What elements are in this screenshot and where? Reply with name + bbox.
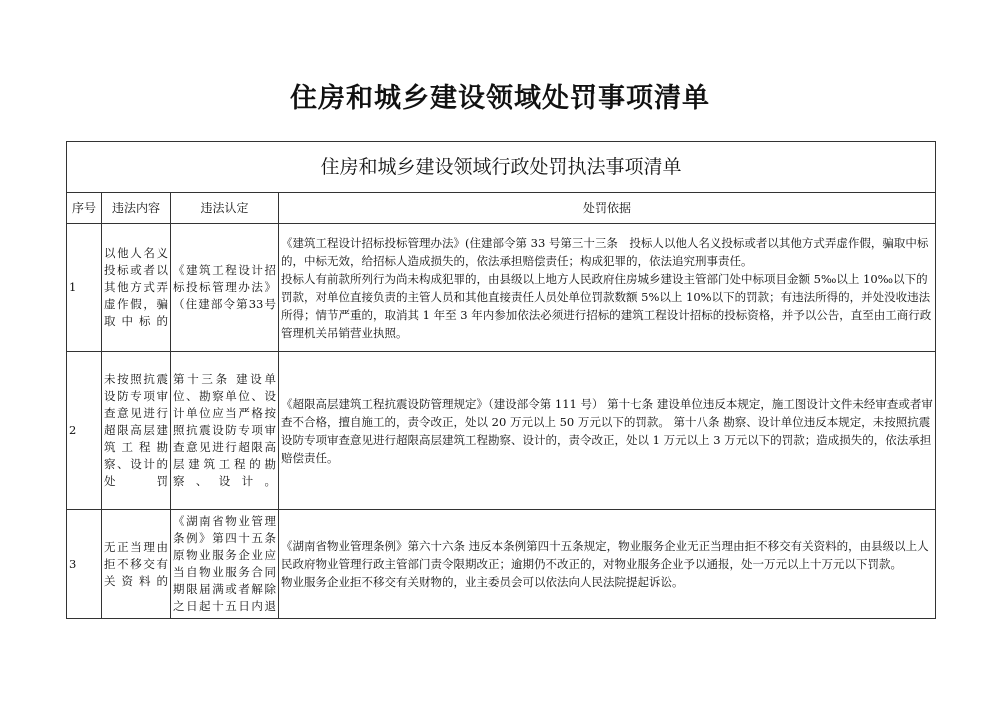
header-finding: 违法认定 (171, 193, 279, 224)
row-basis: 《超限高层建筑工程抗震设防管理规定》（建设部令第 111 号） 第十七条 建设单位违反本规定，施工图设计文件未经审查或者审查不合格，擅自施工的，责令改正，处以 20 万元以上 50 万元以下的罚款。 第十八条 勘察、设计单位违反本规定，未按照抗震设防专项审查意见进行超限高层建筑工程勘察、设计的，责令改正，处以 1 万元以上 3 万元以下的罚款；造成损失的，依法承担赔偿责任。 (279, 352, 936, 510)
row-content: 以他人名义投标或者以其他方式弄虚作假，骗取中标的 (102, 224, 171, 352)
header-no: 序号 (67, 193, 102, 224)
table-caption: 住房和城乡建设领域行政处罚执法事项清单 (67, 142, 936, 193)
table-row (67, 510, 936, 619)
header-content: 违法内容 (102, 193, 171, 224)
penalty-table (66, 141, 936, 619)
table-row (67, 224, 936, 352)
row-basis (279, 224, 936, 352)
row-finding: 第十三条 建设单位、勘察单位、设计单位应当严格按照抗震设防专项审查意见进行超限高层建筑工程的勘察、设计。 (171, 352, 279, 510)
row-no: 1 (67, 224, 102, 352)
document-title: 住房和城乡建设领域处罚事项清单 (290, 83, 710, 114)
basis-paragraph: 投标人有前款所列行为尚未构成犯罪的，由县级以上地方人民政府住房城乡建设主管部门处中标项目金额 5‰以上 10‰以下的罚款，对单位直接负责的主管人员和其他直接责任人员处单位罚款数额 5%以上 10%以下的罚款；有违法所得的，并处没收违法所得；情节严重的，取消其 1 年至 3 年内参加依法必须进行招标的建筑工程设计招标的投标资格，并予以公告，直至由工商行政管理机关吊销营业执照。 (281, 271, 932, 340)
table-caption-row (67, 142, 936, 193)
row-finding: 《湖南省物业管理条例》第四十五条 原物业服务企业应当自物业服务合同期限届满或者解除之日起十五日内退 (171, 510, 279, 619)
row-finding: 《建筑工程设计招标投标管理办法》（住建部令第33号 (171, 224, 279, 352)
row-no: 3 (67, 510, 102, 619)
row-content: 无正当理由拒不移交有关资料的 (102, 510, 171, 619)
basis-paragraph: 《建筑工程设计招标投标管理办法》(住建部令第 33 号第三十三条 投标人以他人名义投标或者以其他方式弄虚作假，骗取中标的，中标无效，给招标人造成损失的，依法承担赔偿责任；构成犯罪的，依法追究刑事责任。 (281, 235, 929, 268)
table-row (67, 352, 936, 510)
header-basis: 处罚依据 (279, 193, 936, 224)
row-no: 2 (67, 352, 102, 510)
row-basis: 《湖南省物业管理条例》第六十六条 违反本条例第四十五条规定，物业服务企业无正当理由拒不移交有关资料的，由县级以上人民政府物业管理行政主管部门责令限期改正；逾期仍不改正的，对物业服务企业予以通报，处一万元以上十万元以下罚款。 物业服务企业拒不移交有关财物的，业主委员会可以依法向人民法院提起诉讼。 (279, 510, 936, 619)
row-content: 未按照抗震设防专项审查意见进行超限高层建筑工程勘察、设计的处罚 (102, 352, 171, 510)
table-header-row (67, 193, 936, 224)
